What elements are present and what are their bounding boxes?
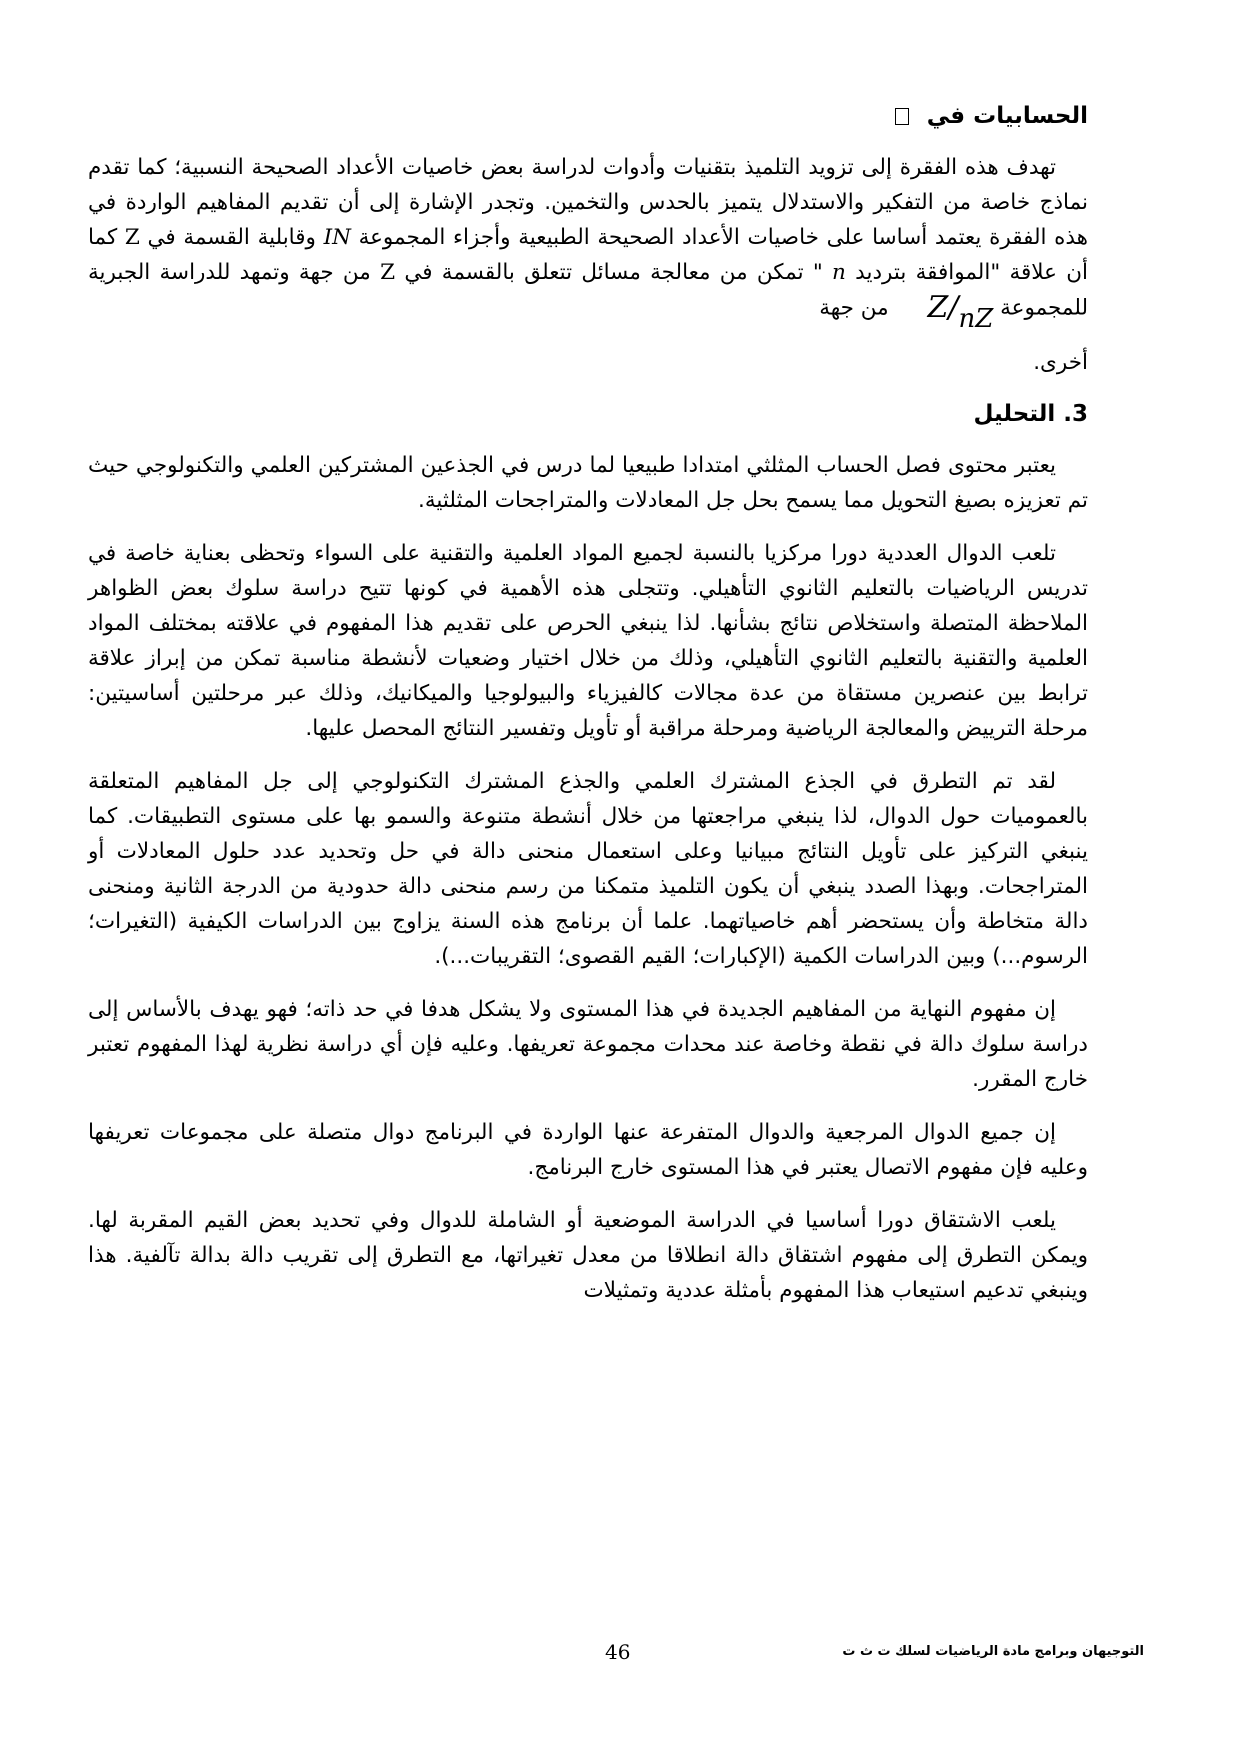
- missing-glyph-icon: [895, 108, 909, 125]
- paragraph-analysis-1: يعتبر محتوى فصل الحساب المثلثي امتدادا طبيعيا لما درس في الجذعين المشتركين العلمي والتكنولوجي حيث تم تعزيزه بصيغ التحويل مما يسمح بحل جل المعادلات والمتراجحات المثلثية.: [88, 453, 1088, 513]
- math-symbol-Z: Z: [380, 260, 396, 285]
- text-run: من جهة وتمهد للدراسة الجبرية للمجموعة: [88, 260, 1088, 321]
- section-title-arithmetic: [88, 96, 1088, 136]
- text-run: كما أن علاقة "الموافقة بترديد: [88, 225, 1088, 285]
- quotient-set-Z-nZ: Z/nZ: [927, 290, 994, 334]
- paragraph-analysis-5: إن جميع الدوال المرجعية والدوال المتفرعة عنها الواردة في البرنامج دوال متصلة على مجموعات تعريفها وعليه فإن مفهوم الاتصال يعتبر في هذا المستوى خارج البرنامج.: [88, 1120, 1088, 1180]
- text-run: تهدف هذه الفقرة إلى تزويد التلميذ بتقنيات وأدوات لدراسة بعض خاصيات الأعداد الصحيحة النسبية؛ كما تقدم نماذج خاصة من التفكير والاستدلال يتميز بالحدس والتخمين. وتجدر الإشارة إلى أن تقديم المفاهيم الواردة في هذه الفقرة يعتمد أساسا على خاصيات الأعداد الصحيحة الطبيعية وأجزاء المجموعة: [88, 155, 1089, 250]
- math-symbol-IN: IN: [323, 225, 351, 250]
- page-number: 46: [605, 1640, 631, 1664]
- text-run: وقابلية القسمة في: [147, 225, 316, 250]
- document-page: [88, 96, 1088, 1326]
- text-run: من جهة: [819, 295, 889, 321]
- section-title-analysis: 3. التحليل: [973, 401, 1088, 427]
- frac-denominator: nZ: [958, 304, 994, 334]
- paragraph-arithmetic-intro: [88, 150, 1089, 334]
- section-title-text: الحسابيات في: [926, 103, 1088, 129]
- paragraph-analysis-6: يلعب الاشتقاق دورا أساسيا في الدراسة الموضعية أو الشاملة للدوال وفي تحديد بعض القيم المقربة لها. ويمكن التطرق إلى مفهوم اشتقاق دالة انطلاقا من معدل تغيراتها، مع التطرق إلى تقريب دالة بدالة تآلفية. هذا وينبغي تدعيم استيعاب هذا المفهوم بأمثلة عددية وتمثيلات: [88, 1208, 1088, 1303]
- frac-numerator: Z: [927, 290, 949, 325]
- paragraph-tail: أخرى.: [1033, 350, 1088, 375]
- paragraph-analysis-4: إن مفهوم النهاية من المفاهيم الجديدة في هذا المستوى ولا يشكل هدفا في حد ذاته؛ فهو يهدف بالأساس إلى دراسة سلوك دالة في نقطة وخاصة عند محدات مجموعة تعريفها. وعليه فإن أي دراسة نظرية لهذا المفهوم تعتبر خارج المقرر.: [88, 997, 1088, 1092]
- math-symbol-n: n: [832, 260, 846, 285]
- paragraph-analysis-3: لقد تم التطرق في الجذع المشترك العلمي والجذع المشترك التكنولوجي إلى جل المفاهيم المتعلقة بالعموميات حول الدوال، لذا ينبغي مراجعتها من خلال أنشطة متنوعة والسمو بها على مستوى التطبيقات. كما ينبغي التركيز على تأويل النتائج مبيانيا وعلى استعمال منحنى دالة في حل وتحديد عدد حلول المعادلات أو المتراجحات. وبهذا الصدد ينبغي أن يكون التلميذ متمكنا من رسم منحنى دالة حدودية من الدرجة الثانية ومنحنى دالة متخاطة وأن يستحضر أهم خاصياتهما. علما أن برنامج هذه السنة يزاوج بين الدراسات الكيفية (التغيرات؛ الرسوم...) وبين الدراسات الكمية (الإكبارات؛ القيم القصوى؛ التقريبات...).: [88, 769, 1088, 969]
- paragraph-analysis-2: تلعب الدوال العددية دورا مركزيا بالنسبة لجميع المواد العلمية والتقنية على السواء وتحظى بعناية خاصة في تدريس الرياضيات بالتعليم الثانوي التأهيلي. وتتجلى هذه الأهمية في كونها تتيح دراسة سلوك بعض الظواهر الملاحظة المتصلة واستخلاص نتائج بشأنها. لذا ينبغي الحرص على تقديم هذا المفهوم في علاقته بمختلف المواد العلمية والتقنية بالتعليم الثانوي التأهيلي، وذلك من خلال اختيار وضعيات لأنشطة مناسبة تمكن من إبراز علاقة ترابط بين عنصرين مستقاة من عدة مجالات كالفيزياء والبيولوجيا والميكانيك، وذلك عبر مرحلتين أساسيتين: مرحلة الترييض والمعالجة الرياضية ومرحلة مراقبة أو تأويل وتفسير النتائج المحصل عليها.: [88, 541, 1088, 741]
- math-symbol-Z: Z: [124, 225, 140, 250]
- page-footer: [0, 1636, 1240, 1676]
- text-run: " تمكن من معالجة مسائل تتعلق بالقسمة في: [404, 260, 823, 285]
- running-footer-title: التوجيهان وبرامج مادة الرياضيات لسلك ت ث ت: [842, 1644, 1144, 1659]
